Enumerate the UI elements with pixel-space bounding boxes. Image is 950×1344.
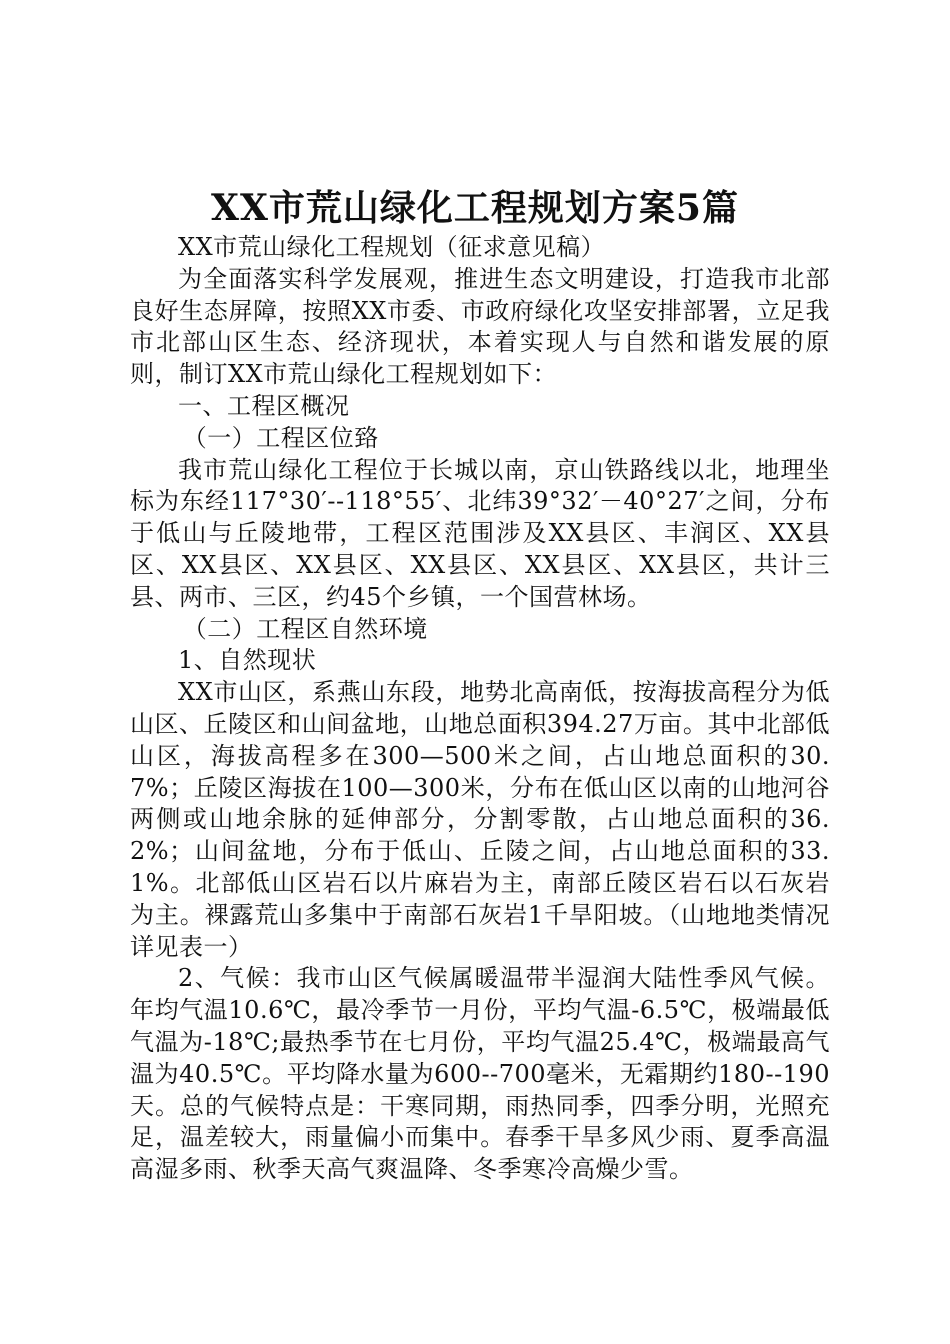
section-heading-overview: 一、工程区概况	[178, 391, 350, 420]
paragraph-natural-status: XX市山区，系燕山东段，地势北高南低，按海拔高程分为低山区、丘陵区和山间盆地，山地总面积394.27万亩。其中北部低山区，海拔高程多在300—500米之间，占山地总面积的30.7%；丘陵区海拔在100—300米，分布在低山区以南的山地河谷两侧或山地余脉的延伸部分，分割零散，占山地总面积的36.2%；山间盆地，分布于低山、丘陵之间，占山地总面积的33.1%。北部低山区岩石以片麻岩为主，南部丘陵区岩石以石灰岩为主。裸露荒山多集中于南部石灰岩1千旱阳坡。（山地地类情况详见表一）	[130, 678, 830, 961]
paragraph-climate: 2、气候：我市山区气候属暖温带半湿润大陆性季风气候。年均气温10.6℃，最冷季节一月份，平均气温-6.5℃，极端最低气温为-18℃;最热季节在七月份，平均气温25.4℃，极端最高气温为40.5℃。平均降水量为600--700毫米，无霜期约180--190天。总的气候特点是：干寒同期，雨热同季，四季分明，光照充足，温差较大，雨量偏小而集中。春季干旱多风少雨、夏季高温高湿多雨、秋季天高气爽温降、冬季寒冷高燥少雪。	[130, 964, 830, 1184]
document-title: XX市荒山绿化工程规划方案5篇	[211, 187, 739, 229]
paragraph-subtitle: XX市荒山绿化工程规划（征求意见稿）	[178, 233, 606, 261]
paragraph-location: 我市荒山绿化工程位于长城以南，京山铁路线以北，地理坐标为东经117°30′--118°55′、北纬39°32′－40°27′之间，分布于低山与丘陵地带，工程区范围涉及XX县区、丰润区、XX县区、XX县区、XX县区、XX县区、XX县区、XX县区，共计三县、两市、三区，约45个乡镇，一个国营林场。	[130, 455, 830, 611]
subsection-heading-location: （一）工程区位臵	[182, 423, 379, 452]
document-body	[130, 232, 830, 1186]
paragraph-intro: 为全面落实科学发展观，推进生态文明建设，打造我市北部良好生态屏障，按照XX市委、市政府绿化攻坚安排部署，立足我市北部山区生态、经济现状，本着实现人与自然和谐发展的原则，制订XX市荒山绿化工程规划如下：	[130, 264, 830, 389]
subsection-heading-environment: （二）工程区自然环境	[182, 614, 428, 643]
item-heading-natural-status: 1、自然现状	[178, 646, 317, 675]
